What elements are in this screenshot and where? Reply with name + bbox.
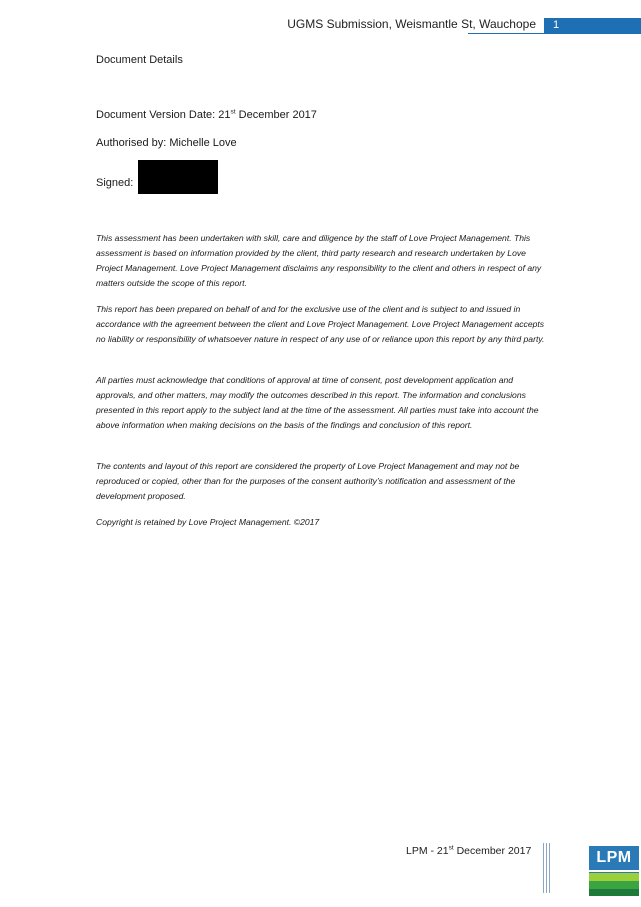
page-number-tab bbox=[544, 18, 641, 33]
disclaimer-paragraph-1: This assessment has been undertaken with skill, care and diligence by the staff of Love Project Management. This assessment is based on information provided by the client, third party research and research undertaken by Love Project Management. Love Project Management disclaims any responsibility to the client and others in respect of any matters outside the scope of this report. bbox=[96, 233, 542, 288]
footer-text-post: December 2017 bbox=[453, 845, 532, 857]
redacted-signature bbox=[138, 160, 218, 194]
lpm-logo bbox=[589, 846, 639, 896]
version-label: Document Version Date: 21 bbox=[96, 109, 231, 121]
footer-text bbox=[406, 845, 531, 857]
authorised-by: Authorised by: Michelle Love bbox=[96, 137, 237, 149]
disclaimer-paragraph-3: All parties must acknowledge that conditions of approval at time of consent, post development application and approvals, and other matters, may modify the outcomes described in this report. The information and conclusions presented in this report apply to the subject land at the time of the assessment. All parties must take into account the above information when making decisions on the basis of the findings and conclusion of this report. bbox=[96, 375, 539, 430]
page-number: 1 bbox=[553, 19, 560, 31]
disclaimer-paragraph-2: This report has been prepared on behalf of and for the exclusive use of the client and is subject to and issued in accordance with the agreement between the client and Love Project Management. Love Project Management accepts no liability or responsibility of whatsoever nature in respect of any use of or reliance upon this report by any third party. bbox=[96, 304, 545, 344]
footer-text-pre: LPM - 21 bbox=[406, 845, 449, 857]
document-details-heading: Document Details bbox=[96, 54, 183, 66]
footer-divider-lines bbox=[543, 843, 553, 893]
version-ordinal: st bbox=[230, 108, 236, 116]
lpm-logo-text: LPM bbox=[596, 849, 632, 866]
header-title: UGMS Submission, Weismantle St, Wauchope bbox=[287, 17, 536, 31]
version-rest: December 2017 bbox=[235, 109, 317, 121]
footer-ordinal: st bbox=[448, 844, 454, 852]
signed-label: Signed: bbox=[96, 177, 134, 189]
document-version-date bbox=[96, 109, 317, 121]
header-rule bbox=[468, 33, 641, 34]
copyright-notice: Copyright is retained by Love Project Management. ©2017 bbox=[96, 517, 320, 527]
disclaimer-paragraph-4: The contents and layout of this report are considered the property of Love Project Management and may not be reproduced or copied, other than for the purposes of the consent authority’s notification and assessment of the development proposed. bbox=[96, 461, 520, 501]
